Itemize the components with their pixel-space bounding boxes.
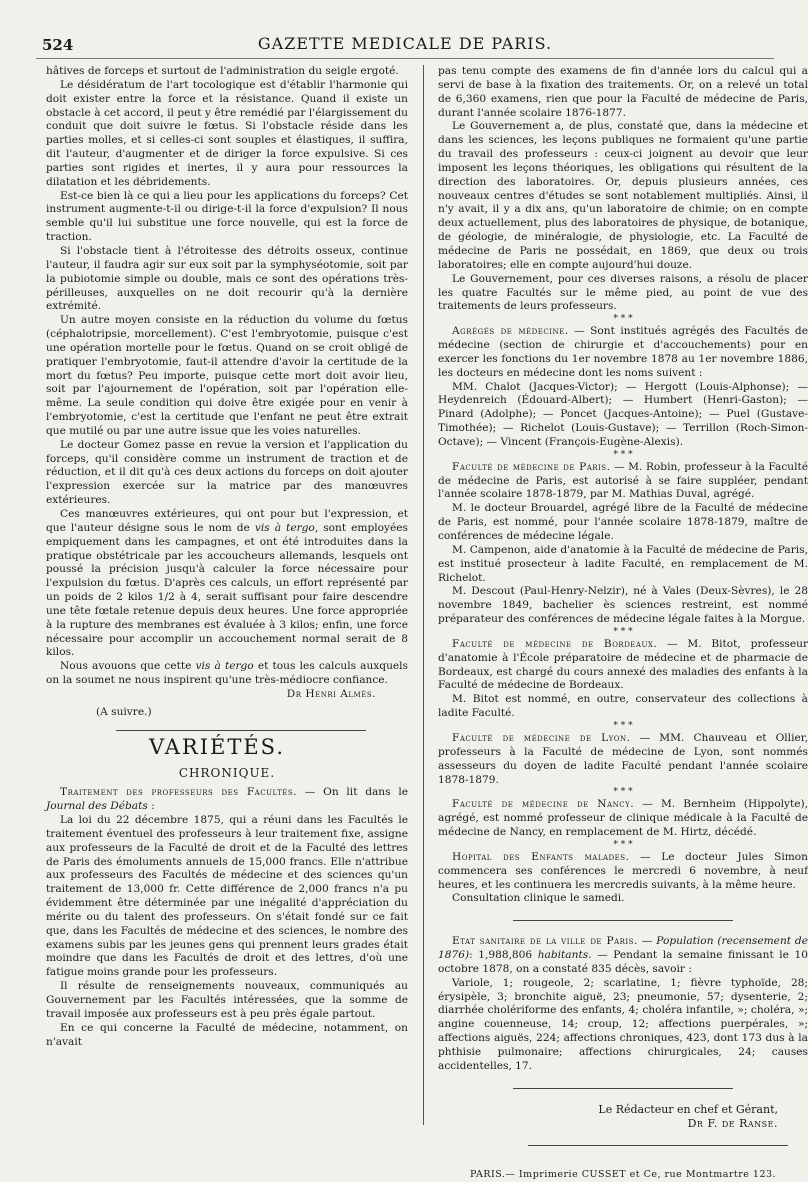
paragraph: Est-ce bien là ce qui a lieu pour les applications du forceps? Cet instrument augmente-t-il ou dirige-t-il la force d'expulsion? Il nous semble qu'il lui substitue une force nouvelle, qui est la force de traction. [46,189,408,244]
section-stars: * * * [613,720,633,731]
italic-term: Journal des Débats [46,800,148,813]
article-title: Hopital des Enfants malades. [452,850,630,863]
paragraph [438,638,808,693]
paragraph: Si l'obstacle tient à l'étroitesse des détroits osseux, continue l'auteur, il faudra agir sur eux soit par la symphyséotomie, soit par la pubiotomie simple ou double, mais ce sont des opérations très-périlleuses, auxquelles on ne doit recourir qu'à la dernière extrémité. [46,244,408,313]
paragraph: Le Gouvernement a, de plus, constaté que, dans la médecine et dans les sciences, les leçons publiques ne formaient qu'une partie du travail des professeurs : ceux-ci joignent au devoir que leur imposent les leçons théoriques, les obligations qui résultent de la direction des laboratoires. Or, depuis plusieurs années, ces nouveaux centres d'études se sont notablement multipliés. Ainsi, il n'y avait, il y a dix ans, qu'un laboratoire de chimie; on en compte deux actuellement, plus des laboratoires de physique, de botanique, de géologie, de minéralogie, de physiologie, etc. La Faculté de médecine de Paris ne possédait, en 1869, que deux ou trois laboratoires; elle en compte aujourd'hui douze. [438,120,808,271]
paragraph [46,660,408,688]
paragraph: Il résulte de renseignements nouveaux, communiqués au Gouvernement par les Facultés intéressées, que la somme de travail imposée aux professeurs est à peu près égale partout. [46,980,408,1020]
text-run: — M. Bernheim (Hippolyte), agrégé, est nommé professeur de clinique médicale à la Faculté de médecine de Nancy, en remplacement de M. Hirtz, décédé. [438,798,808,839]
page-header [36,34,774,59]
paragraph [438,325,808,380]
text-run: — Le docteur Jules Simon commencera ses conférences le mercredi 6 novembre, à neuf heures, et les continuera les mercredis suivants, à la même heure. [438,850,808,891]
section-heading-chronique: CHRONIQUE. [178,765,276,780]
article-title: Faculté de médecine de Nancy. [452,798,635,811]
article-title: Faculté de médecine de Bordeaux. [452,637,658,650]
printer-imprint: PARIS.— Imprimerie CUSSET et Ce, rue Montmartre 123. [469,1168,777,1180]
article-title: Traitement des professeurs des Facultés. [60,786,298,799]
paragraph: MM. Chalot (Jacques-Victor); — Hergott (Louis-Alphonse); — Heydenreich (Édouard-Albert); — Humbert (Henri-Gaston); — Pinard (Adolphe); — Poncet (Jacques-Antoine); — Puel (Gustave-Timothée); — Richelot (Louis-Gustave); — Terrillon (Roch-Simon-Octave); — Vincent (François-Eugène-Alexis). [438,380,808,448]
text-run: : 1,988,806 [469,949,538,962]
text-run: Nous avouons que cette [60,660,196,673]
text-run: : [147,800,155,813]
journal-title: GAZETTE MEDICALE DE PARIS. [257,34,553,53]
paragraph: M. le docteur Brouardel, agrégé libre de la Faculté de médecine de Paris, est nommé, pour l'année scolaire 1878-1879, maître de conférences de médecine légale. [438,502,808,542]
italic-term: vis à tergo [195,660,254,673]
article-title: Etat sanitaire de la ville de Paris. [452,935,638,948]
paragraph: Le désidératum de l'art tocologique est d'établir l'harmonie qui doit exister entre la force et la résistance. Quand il existe un obstacle à cet accord, il peut y être remédié par l'élargissement du conduit que doit suivre le fœtus. Si l'obstacle réside dans les parties molles, et si celles-ci sont souples et élastiques, il suffira, dit l'auteur, d'augmenter et de diriger la force expulsive. Si ces parties sont rigides et inertes, il y aura pour ressources la dilatation et les débridements. [46,78,408,188]
text-run: — On lit dans le [297,786,408,799]
paragraph: Le Gouvernement, pour ces diverses raisons, a résolu de placer les quatre Facultés sur le même pied, au point de vue des traitements de leurs professeurs. [438,272,808,313]
paragraph [438,798,808,840]
paragraph: En ce qui concerne la Faculté de médecine, notamment, on n'avait [46,1021,408,1048]
section-stars: * * * [613,839,633,850]
text-run: , sont employées empiquement dans les campagnes, et ont été introduites dans la pratique obstétricale par les accoucheurs allemands, lesquels ont poussé la précision jusqu'à calculer la force nécessaire pour l'expulsion du fœtus. D'après ces calculs, un effort représenté par un poids de 2 kilos 1/2 à 4, serait suffisant pour faire descendre une tête fœtale retenue depuis deux heures. Une force appropriée à la rupture des membranes est évaluée à 3 kilos; enfin, une force nécessaire pour accomplir un accouchement normal serait de 8 kilos. [46,521,408,659]
text-run: . — Pendant la semaine finissant le 10 octobre 1878, on a constaté 835 décès, savoir : [438,949,808,975]
paragraph: M. Descout (Paul-Henry-Nelzir), né à Vales (Deux-Sèvres), le 28 novembre 1849, bachelier ès sciences restreint, est nommé préparateur des conférences de médecine légale faites à la Morgue. [438,585,808,626]
editor-name: Dr F. de Ranse. [687,1116,778,1130]
text-run: — MM. Chauveau et Ollier, professeurs à la Faculté de médecine de Lyon, sont nommés assesseurs du doyen de ladite Faculté pendant l'année scolaire 1878-1879. [438,731,808,786]
text-run: et tous les calculs auxquels on la soumet ne nous inspirent qu'une très-médiocre confiance. [46,660,408,687]
paragraph: M. Campenon, aide d'anatomie à la Faculté de médecine de Paris, est institué prosecteur à ladite Faculté, en remplacement de M. Richelot. [438,543,808,584]
right-column [438,65,808,1180]
section-heading-varietes: VARIÉTÉS. [149,734,285,759]
paragraph: Variole, 1; rougeole, 2; scarlatine, 1; fièvre typhoïde, 28; érysipèle, 3; bronchite aiguë, 23; pneumonie, 57; dysenterie, 2; diarrhée cholériforme des enfants, 4; choléra infantile, »; choléra, »; angine couenneuse, 14; croup, 12; affections puerpérales, »; affections aiguës, 224; affections chroniques, 423, dont 173 dus à la phthisie pulmonaire; affections chirurgicales, 24; causes accidentelles, 17. [438,976,808,1072]
paragraph: M. Bitot est nommé, en outre, conservateur des collections à ladite Faculté. [438,693,808,720]
section-stars: * * * [613,449,633,460]
section-rule [116,730,366,731]
paragraph: hâtives de forceps et surtout de l'administration du seigle ergoté. [46,65,399,77]
text-run: Ces manœuvres extérieures, qui ont pour but l'expression, et que l'auteur désigne sous le nom de [46,508,408,534]
paragraph [46,508,408,660]
author-signature: Dr Henri Almès. [286,687,376,700]
section-stars: * * * [613,314,633,325]
italic-term: habitants [537,949,589,962]
article-title: Agrégés de médecine. [452,325,569,338]
paragraph: pas tenu compte des examens de fin d'année lors du calcul qui a servi de base à la fixation des traitements. Or, on a relevé un total de 6,360 examens, rien que pour la Faculté de médecine de Paris, durant l'année scolaire 1876-1877. [438,65,808,119]
italic-term: vis à tergo [254,521,315,534]
paragraph: Consultation clinique le samedi. [452,892,625,905]
paragraph [438,935,808,977]
column-divider [423,65,424,1125]
paragraph: La loi du 22 décembre 1875, qui a réuni dans les Facultés le traitement éventuel des professeurs à leur traitement fixe, assigne aux professeurs de la Faculté de droit et de la Faculté des lettres de Paris des émoluments annuels de 15,000 francs. Elle n'attribue aux professeurs des Facultés de médecine et des sciences qu'un traitement de 13,000 fr. Cette différence de 2,000 francs n'a pu évidemment être déterminée par une inégalité d'appréciation du mérite ou du talent des professeurs. On s'était fondé sur ce fait que, dans les Facultés de médecine et des sciences, le nombre des examens subis par les jeunes gens qui prennent leurs grades était moindre que dans les Facultés de droit et des lettres, d'où une fatigue moins grande pour les professeurs. [46,814,408,979]
text-run: — [637,935,657,948]
paragraph: Un autre moyen consiste en la réduction du volume du fœtus (céphalotripsie, morcellement). C'est l'embryotomie, puisque c'est une opération mortelle pour le fœtus. Quand on se croit obligé de pratiquer l'embryotomie, faut-il attendre d'avoir la certitude de la mort du fœtus? Peu importe, puisque cette mort doit avoir lieu, soit par l'ajournement de l'opération, soit par l'opération elle-même. La seule condition qui doive être exigée pour en venir à l'embryotomie, c'est la certitude que l'enfant ne peut être extrait que mutilé ou par une autre issue que les voies naturelles. [46,314,408,437]
columns [36,65,808,1180]
paragraph [46,786,408,814]
paragraph [438,851,808,893]
paragraph [438,732,808,787]
section-stars: * * * [613,626,633,637]
editor-credit: Le Rédacteur en chef et Gérant, [598,1102,778,1116]
paragraph: Le docteur Gomez passe en revue la version et l'application du forceps, qu'il considère comme un instrument de traction et de réduction, et il dit qu'à ces deux actions du forceps on doit ajouter l'expression exercée sur la matrice par des manœuvres extérieures. [46,438,408,507]
article-title: Faculté de médecine de Lyon. [452,731,631,744]
page-number: 524 [42,36,74,54]
paragraph [438,461,808,503]
section-rule [513,1088,733,1089]
to-be-continued: (A suivre.) [96,705,152,718]
section-rule [513,920,733,921]
text-run: — M. Bitot, professeur d'anatomie à l'École préparatoire de médecine et de pharmacie de Bordeaux, est chargé du cours annexé des maladies des enfants à la Faculté de médecine de Bordeaux. [438,637,808,692]
italic-term: Population (recensement de 1876) [438,935,808,962]
article-title: Faculté de médecine de Paris. [452,460,611,473]
left-column [46,65,408,1125]
imprint-rule [528,1145,788,1146]
section-stars: * * * [613,787,633,798]
text-run: — Sont institués agrégés des Facultés de médecine (section de chirurgie et d'accouchements) pour en exercer les fonctions du 1er novembre 1878 au 1er novembre 1886, les docteurs en médecine dont les noms suivent : [438,325,808,379]
text-run: — M. Robin, professeur à la Faculté de médecine de Paris, est autorisé à se faire suppléer, pendant l'année scolaire 1878-1879, par M. Mathias Duval, agrégé. [438,460,808,501]
